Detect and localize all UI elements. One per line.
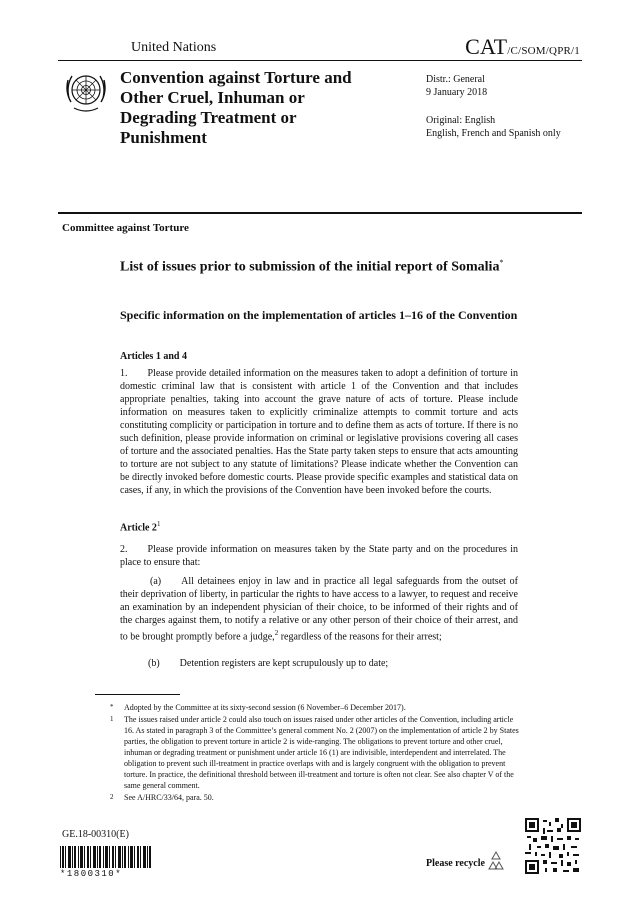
heading-article-2 xyxy=(120,520,160,533)
date: 9 January 2018 xyxy=(426,87,488,98)
languages: English, French and Spanish only xyxy=(426,128,561,139)
header-rule xyxy=(58,60,582,61)
committee-name: Committee against Torture xyxy=(62,222,189,234)
footnote-text: Adopted by the Committee at its sixty-second session (6 November–6 December 2017). xyxy=(124,703,406,712)
paragraph-2a-text: (a) All detainees enjoy in law and in practice all legal safeguards from the outset of their deprivation of liberty, in particular the rights to have access to a lawyer, to request and receive an examination by an independent physician of their choice, to be informed of their rights and of the charges against them, to notify a relative or any other person of their choice of their arrest, and to be brought promptly before a judge, xyxy=(120,576,518,643)
distribution: Distr.: General xyxy=(426,74,485,85)
footnote xyxy=(110,792,520,803)
convention-title: Convention against Torture and Other Cruel, Inhuman or Degrading Treatment or Punishment xyxy=(120,68,352,147)
organization-name: United Nations xyxy=(131,40,217,55)
footnote-separator xyxy=(95,694,180,695)
recycle-label: Please recycle xyxy=(426,858,485,869)
footnote xyxy=(110,702,520,713)
original-language: Original: English xyxy=(426,115,496,126)
paragraph-1: 1. Please provide detailed information on the measures taken to adopt a definition of torture in domestic criminal law that is consistent with article 1 of the Convention and that includes appropriate penalties, taking into account the grave nature of acts of torture. Please include information on measures taken to explicitly criminalize attempts to commit torture and acts constituting complicity or participation in torture and to define them as acts of torture. If there is no such definition, please provide information on criminal or legislative provisions covering all cases of torture and the associated penalties. Has the State party taken steps to ensure that acts amounting to torture are not subject to any statute of limitations? Please indicate whether the Convention can be directly invoked before domestic courts. Please provide specific examples and statistical data on cases, if any, in which the provisions of the Convention have been invoked before the courts. xyxy=(120,368,518,496)
footnote xyxy=(110,714,520,791)
job-number: GE.18-00310(E) xyxy=(62,829,129,840)
paragraph-2a-footnote-mark: 2 xyxy=(274,629,279,637)
footnote-mark: 1 xyxy=(110,715,114,723)
paragraph-2a xyxy=(120,575,518,643)
heading-article-2-text: Article 2 xyxy=(120,522,157,534)
distribution-info xyxy=(426,73,487,99)
symbol-sub: /C/SOM/QPR/1 xyxy=(507,45,580,57)
qr-code-icon xyxy=(525,818,581,874)
footnotes xyxy=(110,702,520,804)
document-symbol xyxy=(465,34,580,60)
header-thick-rule xyxy=(58,212,582,214)
document-title xyxy=(120,254,520,276)
heading-articles-1-4: Articles 1 and 4 xyxy=(120,351,187,362)
document-subtitle: Specific information on the implementation of articles 1–16 of the Convention xyxy=(120,308,518,322)
footnote-mark: * xyxy=(110,703,114,711)
recycle-icon xyxy=(485,850,507,872)
barcode-icon xyxy=(60,846,152,868)
symbol-main: CAT xyxy=(465,34,508,59)
title-footnote-mark: * xyxy=(499,258,504,267)
un-emblem-icon xyxy=(62,68,110,116)
article-2-footnote-mark: 1 xyxy=(156,520,161,528)
footnote-mark: 2 xyxy=(110,793,114,801)
paragraph-2: 2. Please provide information on measures taken by the State party and on the procedures in place to ensure that: xyxy=(120,544,518,568)
paragraph-2a-text-end: regardless of the reasons for their arrest; xyxy=(278,631,442,643)
footnote-text: See A/HRC/33/64, para. 50. xyxy=(124,793,214,802)
paragraph-2b: (b) Detention registers are kept scrupulously up to date; xyxy=(148,658,389,669)
footnote-text: The issues raised under article 2 could also touch on issues raised under other articles of the Convention, including article 16. As stated in paragraph 3 of the Committee’s general comment No. 2 (2007) on the implementation of article 2 by States parties, the obligation to prevent torture in article 2 is wide-ranging. The obligations to prevent torture and other cruel, inhuman or degrading treatment or punishment under article 16 (1) are indivisible, interdependent and interrelated. The obligation to prevent such ill-treatment in practice overlaps with and is largely congruent with the obligation to prevent torture. In practice, the definitional threshold between ill-treatment and torture is often not clear. See also chapter V of the same general comment. xyxy=(124,715,519,790)
language-info xyxy=(426,114,561,140)
title-text: List of issues prior to submission of the initial report of Somalia xyxy=(120,259,500,275)
barcode-number: *1800310* xyxy=(60,869,123,879)
